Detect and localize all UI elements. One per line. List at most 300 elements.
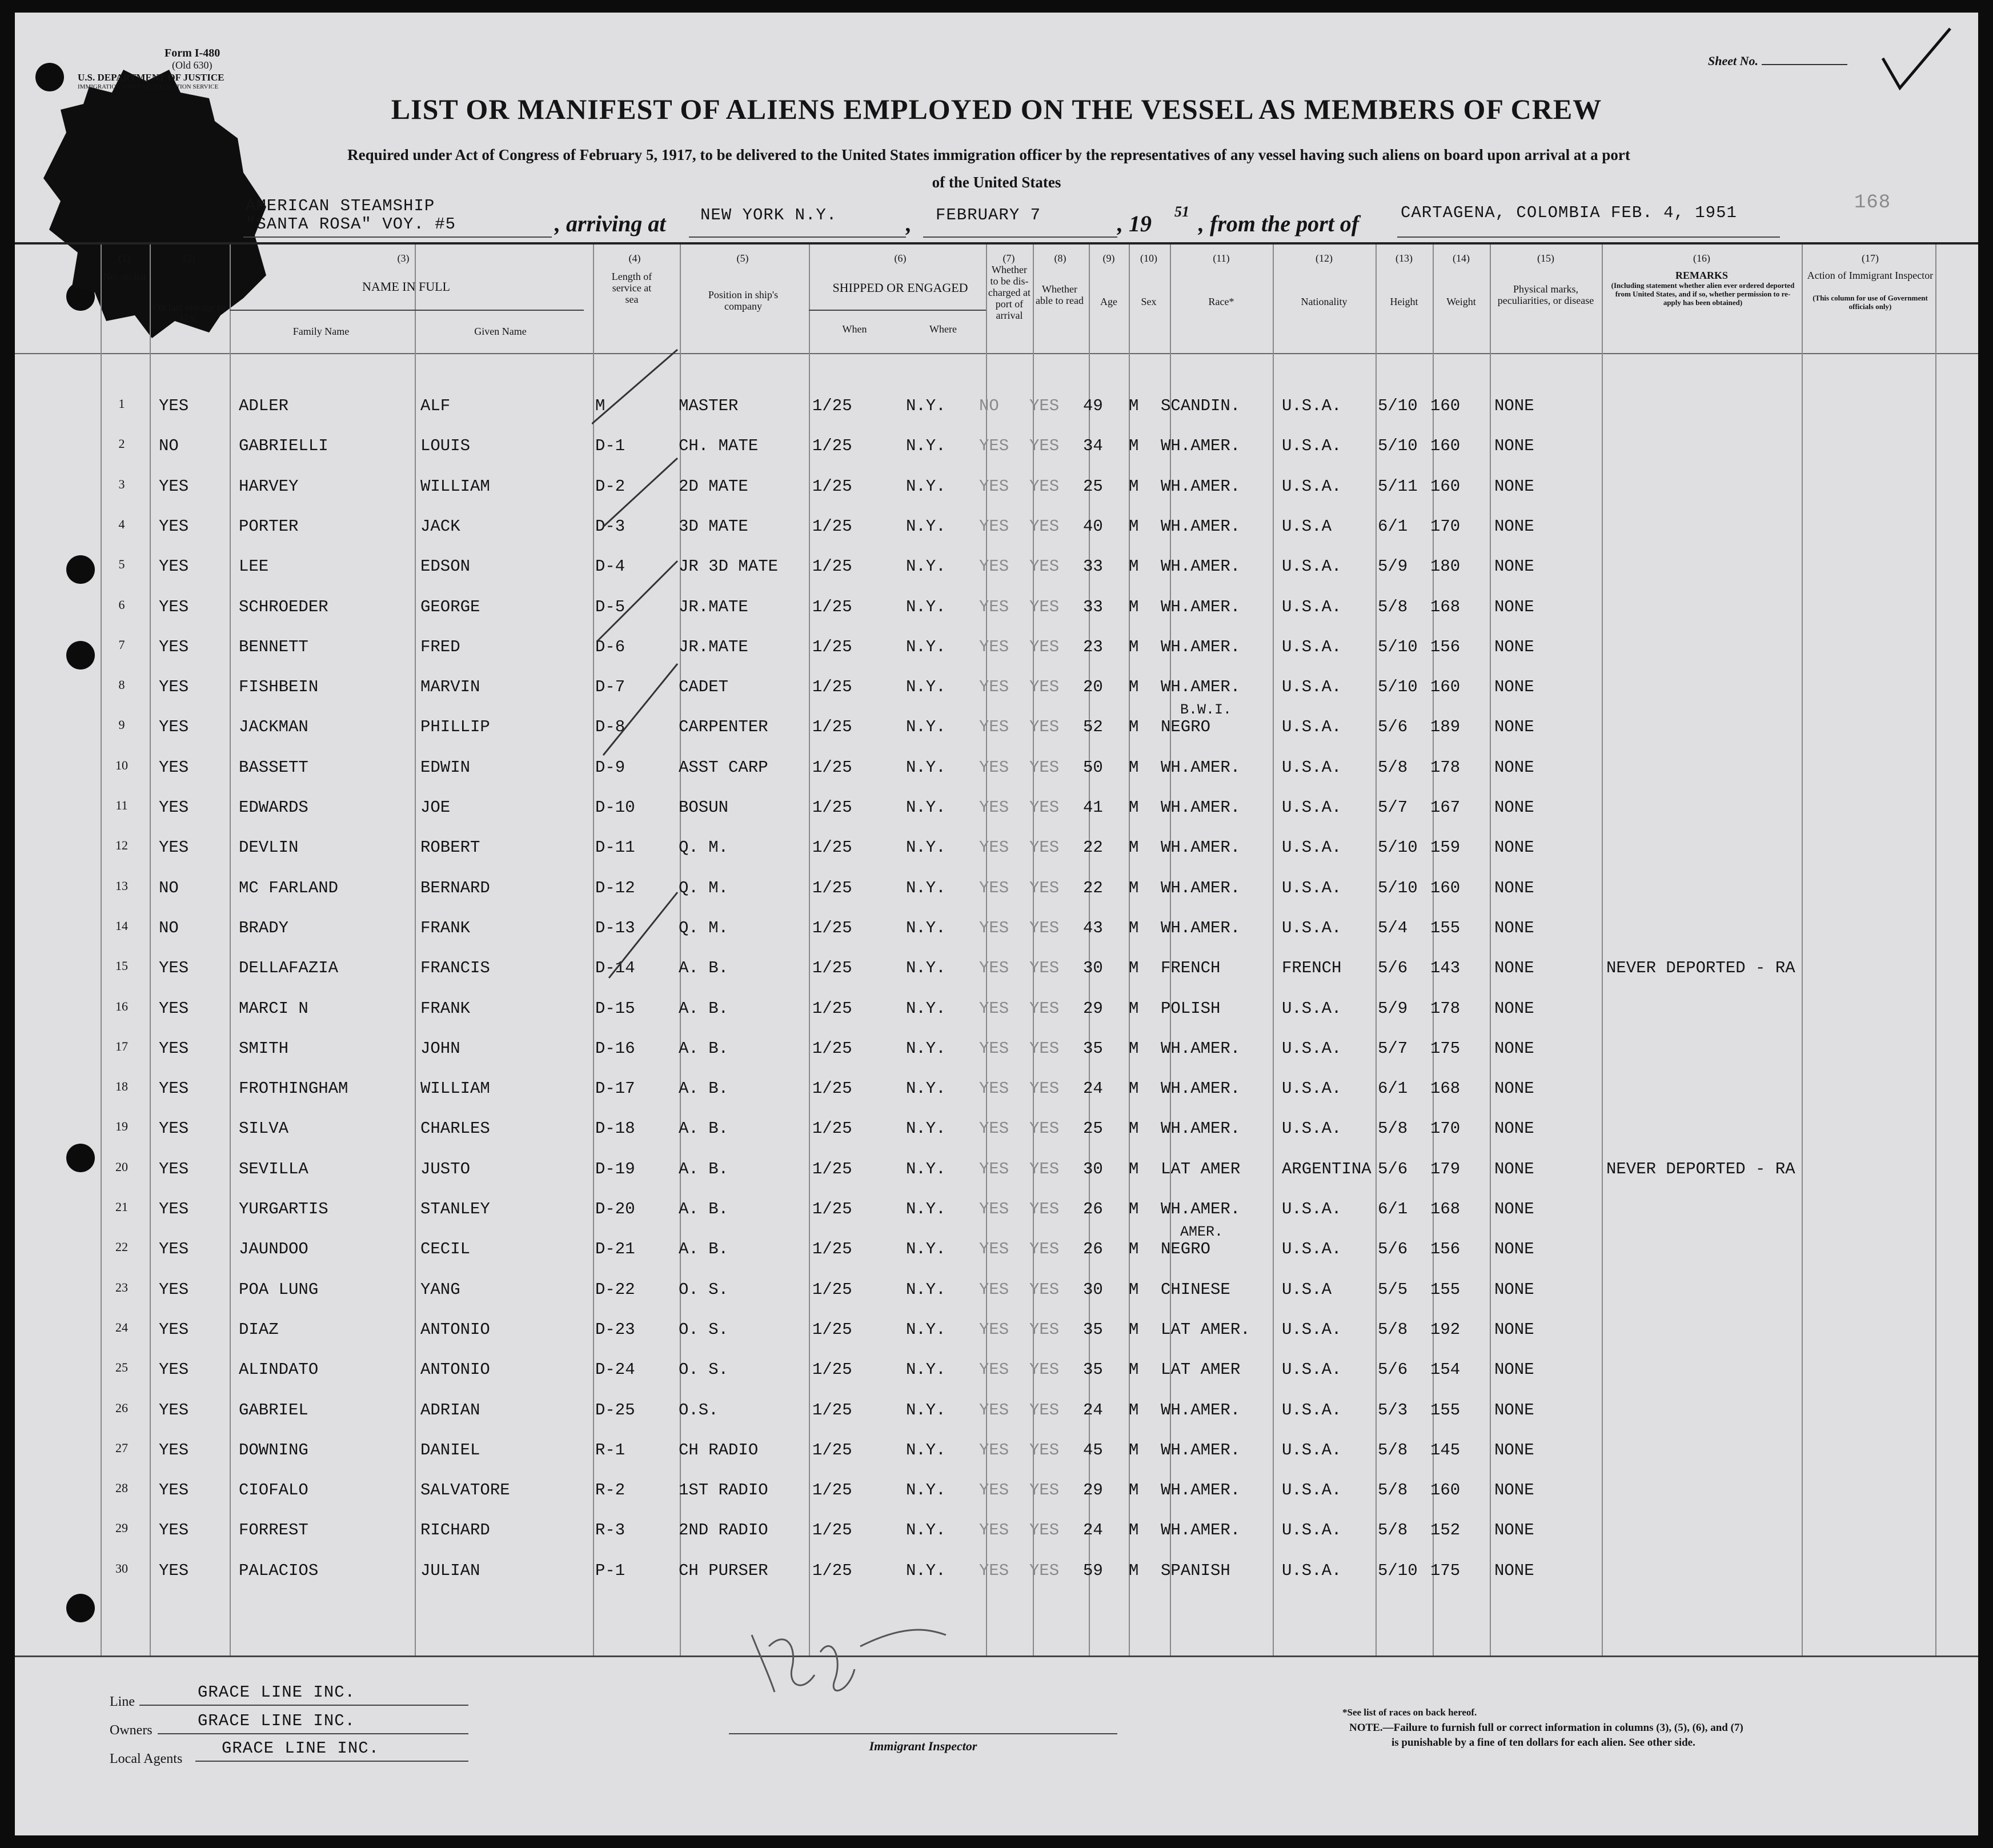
discharged: YES (979, 1401, 1009, 1420)
last-voyage: YES (159, 1039, 189, 1058)
family-name: SEVILLA (239, 1160, 308, 1178)
last-voyage: YES (159, 678, 189, 696)
age: 35 (1083, 1039, 1103, 1058)
able-to-read: YES (1029, 598, 1060, 616)
physical-marks: NONE (1494, 1280, 1534, 1299)
age: 49 (1083, 396, 1103, 415)
position: A. B. (679, 999, 729, 1018)
binder-hole (66, 1594, 95, 1622)
family-name: MARCI N (239, 999, 308, 1018)
able-to-read: YES (1029, 1320, 1060, 1339)
position: CH PURSER (679, 1561, 768, 1580)
last-voyage: YES (159, 758, 189, 777)
remarks: NEVER DEPORTED - RA (1606, 1160, 1795, 1178)
arrival-port: NEW YORK N.Y. (700, 206, 837, 225)
height: 5/8 (1378, 758, 1408, 777)
row-number: 10 (115, 758, 128, 772)
service-length: D-3 (595, 517, 625, 536)
inspector-scribble (735, 1612, 952, 1721)
given-name: FRANK (420, 919, 471, 937)
sex: M (1129, 1079, 1139, 1098)
able-to-read: YES (1029, 717, 1060, 736)
discharged: YES (979, 1561, 1009, 1580)
given-name: ADRIAN (420, 1401, 480, 1420)
sex: M (1129, 758, 1139, 777)
weight: 156 (1430, 1240, 1461, 1258)
height: 5/10 (1378, 396, 1418, 415)
sex: M (1129, 1320, 1139, 1339)
height: 5/4 (1378, 919, 1408, 937)
col-race: Race* (1208, 296, 1234, 307)
discharged: YES (979, 1441, 1009, 1460)
shipped-where: N.Y. (906, 598, 946, 616)
physical-marks: NONE (1494, 999, 1534, 1018)
shipped-when: 1/25 (812, 717, 852, 736)
last-voyage: NO (159, 919, 179, 937)
able-to-read: YES (1029, 1119, 1060, 1138)
family-name: FROTHINGHAM (239, 1079, 348, 1098)
position: Q. M. (679, 879, 729, 897)
position: A. B. (679, 1160, 729, 1178)
family-name: FISHBEIN (239, 678, 319, 696)
race: LAT AMER (1161, 1160, 1241, 1178)
service-length: D-7 (595, 678, 625, 696)
shipped-where: N.Y. (906, 396, 946, 415)
discharged: YES (979, 1320, 1009, 1339)
shipped-when: 1/25 (812, 1079, 852, 1098)
col-num-14: (14) (1453, 252, 1470, 264)
family-name: BRADY (239, 919, 289, 937)
shipped-when: 1/25 (812, 1320, 852, 1339)
nationality: U.S.A. (1282, 638, 1342, 656)
row-number: 15 (115, 959, 128, 973)
weight: 156 (1430, 638, 1461, 656)
sex: M (1129, 396, 1139, 415)
redaction-blot (38, 47, 278, 344)
family-name: PALACIOS (239, 1561, 319, 1580)
service-length: D-11 (595, 838, 635, 857)
last-voyage: YES (159, 1079, 189, 1098)
shipped-where: N.Y. (906, 1200, 946, 1218)
col-num-3: (3) (397, 252, 410, 264)
pen-check-strokes (592, 344, 706, 1144)
position: Q. M. (679, 838, 729, 857)
given-name: FRANCIS (420, 959, 490, 977)
age: 24 (1083, 1401, 1103, 1420)
weight: 180 (1430, 557, 1461, 576)
race-note: B.W.I. (1180, 701, 1232, 718)
age: 26 (1083, 1200, 1103, 1218)
owners-underline (158, 1733, 468, 1734)
physical-marks: NONE (1494, 798, 1534, 817)
height: 5/10 (1378, 638, 1418, 656)
physical-marks: NONE (1494, 557, 1534, 576)
family-name: JAUNDOO (239, 1240, 308, 1258)
weight: 168 (1430, 598, 1461, 616)
column-divider (1273, 244, 1274, 1655)
shipped-when: 1/25 (812, 999, 852, 1018)
able-to-read: YES (1029, 1039, 1060, 1058)
last-voyage: YES (159, 1160, 189, 1178)
discharged: YES (979, 1119, 1009, 1138)
last-voyage: YES (159, 1119, 189, 1138)
physical-marks: NONE (1494, 879, 1534, 897)
col-num-7: (7) (1002, 252, 1015, 264)
age: 50 (1083, 758, 1103, 777)
given-name: SALVATORE (420, 1481, 510, 1500)
shipped-where: N.Y. (906, 1119, 946, 1138)
race: FRENCH (1161, 959, 1221, 977)
race: WH.AMER. (1161, 1119, 1241, 1138)
family-name: MC FARLAND (239, 879, 339, 897)
last-voyage: NO (159, 879, 179, 897)
sex: M (1129, 798, 1139, 817)
sex: M (1129, 1360, 1139, 1379)
height: 5/6 (1378, 717, 1408, 736)
family-name: DOWNING (239, 1441, 308, 1460)
col-num-10: (10) (1140, 252, 1157, 264)
nationality: U.S.A. (1282, 1320, 1342, 1339)
service-length: M (595, 396, 605, 415)
nationality: U.S.A. (1282, 1360, 1342, 1379)
height: 5/6 (1378, 1160, 1408, 1178)
physical-marks: NONE (1494, 1441, 1534, 1460)
physical-marks: NONE (1494, 758, 1534, 777)
physical-marks: NONE (1494, 1401, 1534, 1420)
given-name: PHILLIP (420, 717, 490, 736)
race: SCANDIN. (1161, 396, 1241, 415)
service-length: D-24 (595, 1360, 635, 1379)
nationality: U.S.A. (1282, 1039, 1342, 1058)
height: 5/6 (1378, 1240, 1408, 1258)
col-num-5: (5) (736, 252, 749, 264)
row-number: 28 (115, 1481, 128, 1495)
last-voyage: YES (159, 959, 189, 977)
discharged: YES (979, 598, 1009, 616)
row-number: 29 (115, 1521, 128, 1535)
height: 5/9 (1378, 557, 1408, 576)
name-header-rule (230, 310, 584, 311)
discharged: YES (979, 959, 1009, 977)
weight: 178 (1430, 999, 1461, 1018)
service-length: R-3 (595, 1521, 625, 1540)
race: WH.AMER. (1161, 598, 1241, 616)
age: 30 (1083, 1280, 1103, 1299)
col-num-15: (15) (1537, 252, 1554, 264)
last-voyage: YES (159, 1441, 189, 1460)
shipped-when: 1/25 (812, 879, 852, 897)
agents-value: GRACE LINE INC. (222, 1739, 380, 1758)
shipped-where: N.Y. (906, 638, 946, 656)
physical-marks: NONE (1494, 678, 1534, 696)
sex: M (1129, 1240, 1139, 1258)
family-name: SCHROEDER (239, 598, 328, 616)
height: 5/3 (1378, 1401, 1408, 1420)
physical-marks: NONE (1494, 477, 1534, 496)
given-name: CECIL (420, 1240, 471, 1258)
age: 22 (1083, 879, 1103, 897)
position: 2ND RADIO (679, 1521, 768, 1540)
nationality: U.S.A (1282, 517, 1332, 536)
penalty-note-1: NOTE.—Failure to furnish full or correct information in columns (3), (5), (6), and (7) (1349, 1722, 1743, 1734)
line-underline (139, 1705, 468, 1706)
discharged: YES (979, 919, 1009, 937)
row-number: 5 (118, 557, 125, 571)
col-weight: Weight (1446, 296, 1476, 307)
shipped-where: N.Y. (906, 1079, 946, 1098)
shipped-when: 1/25 (812, 678, 852, 696)
nationality: ARGENTINA (1282, 1160, 1372, 1178)
row-number: 23 (115, 1280, 128, 1294)
shipped-when: 1/25 (812, 1200, 852, 1218)
col-able-read: Whether able to read (1036, 283, 1084, 306)
from-port-underline (1397, 236, 1780, 238)
physical-marks: NONE (1494, 717, 1534, 736)
service-length: D-5 (595, 598, 625, 616)
given-name: JULIAN (420, 1561, 480, 1580)
remarks: NEVER DEPORTED - RA (1606, 959, 1795, 977)
agency-name: U.S. DEPARTMENT OF JUSTICE (78, 72, 224, 83)
row-number: 26 (115, 1401, 128, 1415)
age: 34 (1083, 436, 1103, 455)
service-length: P-1 (595, 1561, 625, 1580)
position: MASTER (679, 396, 739, 415)
col-remarks: REMARKS (1675, 270, 1728, 281)
nationality: U.S.A. (1282, 1561, 1342, 1580)
given-name: EDWIN (420, 758, 471, 777)
shipped-where: N.Y. (906, 1481, 946, 1500)
weight: 178 (1430, 758, 1461, 777)
sex: M (1129, 517, 1139, 536)
race: WH.AMER. (1161, 879, 1241, 897)
able-to-read: YES (1029, 1401, 1060, 1420)
able-to-read: YES (1029, 798, 1060, 817)
departure-port: CARTAGENA, COLOMBIA FEB. 4, 1951 (1401, 203, 1737, 222)
col-name-in-full: NAME IN FULL (362, 279, 450, 294)
position: CADET (679, 678, 729, 696)
height: 5/8 (1378, 1320, 1408, 1339)
race: NEGRO (1161, 717, 1211, 736)
weight: 160 (1430, 396, 1461, 415)
col-num-6: (6) (894, 252, 907, 264)
line-label: Line (110, 1694, 135, 1709)
row-number: 24 (115, 1320, 128, 1334)
row-number: 12 (115, 838, 128, 852)
height: 5/7 (1378, 1039, 1408, 1058)
age: 33 (1083, 557, 1103, 576)
sex: M (1129, 959, 1139, 977)
nationality: U.S.A. (1282, 1401, 1342, 1420)
given-name: JACK (420, 517, 460, 536)
given-name: RICHARD (420, 1521, 490, 1540)
weight: 160 (1430, 1481, 1461, 1500)
shipped-when: 1/25 (812, 1240, 852, 1258)
able-to-read: YES (1029, 396, 1060, 415)
able-to-read: YES (1029, 1360, 1060, 1379)
physical-marks: NONE (1494, 919, 1534, 937)
sex: M (1129, 436, 1139, 455)
race: WH.AMER. (1161, 436, 1241, 455)
shipped-when: 1/25 (812, 396, 852, 415)
height: 5/10 (1378, 436, 1418, 455)
col-num-17: (17) (1862, 252, 1879, 264)
position: A. B. (679, 1079, 729, 1098)
able-to-read: YES (1029, 838, 1060, 857)
race: LAT AMER (1161, 1360, 1241, 1379)
sex: M (1129, 1039, 1139, 1058)
physical-marks: NONE (1494, 1481, 1534, 1500)
given-name: FRANK (420, 999, 471, 1018)
able-to-read: YES (1029, 436, 1060, 455)
sex: M (1129, 919, 1139, 937)
height: 5/8 (1378, 598, 1408, 616)
col-action: Action of Immigrant Inspector (1807, 270, 1934, 281)
weight: 168 (1430, 1079, 1461, 1098)
family-name: GABRIEL (239, 1401, 308, 1420)
binder-hole (66, 555, 95, 584)
row-number: 21 (115, 1200, 128, 1214)
age: 30 (1083, 959, 1103, 977)
column-divider (101, 244, 102, 1655)
last-voyage: NO (159, 436, 179, 455)
able-to-read: YES (1029, 1441, 1060, 1460)
shipped-where: N.Y. (906, 959, 946, 977)
able-to-read: YES (1029, 1481, 1060, 1500)
col-num-1: (1) (118, 252, 131, 264)
position: O. S. (679, 1280, 729, 1299)
arrival-date: FEBRUARY 7 (936, 206, 1041, 225)
service-length: D-15 (595, 999, 635, 1018)
form-old-number: (Old 630) (172, 59, 212, 71)
able-to-read: YES (1029, 1280, 1060, 1299)
weight: 159 (1430, 838, 1461, 857)
race: WH.AMER. (1161, 798, 1241, 817)
given-name: ALF (420, 396, 451, 415)
service-length: D-25 (595, 1401, 635, 1420)
age: 20 (1083, 678, 1103, 696)
able-to-read: YES (1029, 638, 1060, 656)
weight: 168 (1430, 1200, 1461, 1218)
service-length: D-1 (595, 436, 625, 455)
given-name: FRED (420, 638, 460, 656)
service-length: R-1 (595, 1441, 625, 1460)
height: 5/5 (1378, 1280, 1408, 1299)
discharged: YES (979, 838, 1009, 857)
able-to-read: YES (1029, 517, 1060, 536)
row-number: 27 (115, 1441, 128, 1455)
service-length: D-16 (595, 1039, 635, 1058)
row-number: 1 (118, 396, 125, 411)
col-nationality: Nationality (1301, 296, 1348, 307)
col-given-name: Given Name (474, 326, 527, 337)
row-number: 17 (115, 1039, 128, 1053)
table-top-rule (15, 242, 1978, 244)
sex: M (1129, 717, 1139, 736)
given-name: STANLEY (420, 1200, 490, 1218)
discharged: YES (979, 1160, 1009, 1178)
physical-marks: NONE (1494, 838, 1534, 857)
given-name: JOE (420, 798, 451, 817)
from-port-label: , from the port of (1198, 211, 1360, 236)
shipped-when: 1/25 (812, 1160, 852, 1178)
vessel-line-1: AMERICAN STEAMSHIP (246, 197, 435, 215)
family-name: GABRIELLI (239, 436, 328, 455)
service-length: D-2 (595, 477, 625, 496)
position: ASST CARP (679, 758, 768, 777)
nationality: U.S.A. (1282, 919, 1342, 937)
race: WH.AMER. (1161, 1200, 1241, 1218)
age: 40 (1083, 517, 1103, 536)
family-name: DIAZ (239, 1320, 279, 1339)
family-name: BENNETT (239, 638, 308, 656)
race: SPANISH (1161, 1561, 1230, 1580)
service-length: D-14 (595, 959, 635, 977)
nationality: U.S.A. (1282, 1200, 1342, 1218)
able-to-read: YES (1029, 1240, 1060, 1258)
shipped-where: N.Y. (906, 1441, 946, 1460)
height: 5/8 (1378, 1481, 1408, 1500)
family-name: BASSETT (239, 758, 308, 777)
stamp-number: 168 (1854, 192, 1891, 214)
position: O. S. (679, 1360, 729, 1379)
shipped-where: N.Y. (906, 838, 946, 857)
shipped-where: N.Y. (906, 1320, 946, 1339)
nationality: U.S.A. (1282, 436, 1342, 455)
shipped-when: 1/25 (812, 598, 852, 616)
nationality: U.S.A. (1282, 879, 1342, 897)
position: CH RADIO (679, 1441, 759, 1460)
position: JR.MATE (679, 638, 748, 656)
shipped-where: N.Y. (906, 678, 946, 696)
sex: M (1129, 1481, 1139, 1500)
service-length: D-21 (595, 1240, 635, 1258)
race-note: AMER. (1180, 1224, 1224, 1240)
age: 35 (1083, 1320, 1103, 1339)
shipped-when: 1/25 (812, 1119, 852, 1138)
family-name: CIOFALO (239, 1481, 308, 1500)
discharged: YES (979, 1280, 1009, 1299)
shipped-where: N.Y. (906, 758, 946, 777)
nationality: U.S.A. (1282, 1481, 1342, 1500)
family-name: SMITH (239, 1039, 289, 1058)
last-voyage: YES (159, 1481, 189, 1500)
service-length: D-22 (595, 1280, 635, 1299)
sex: M (1129, 879, 1139, 897)
row-number: 9 (118, 717, 125, 732)
sex: M (1129, 1521, 1139, 1540)
year-prefix: , 19 (1117, 211, 1152, 236)
column-divider (415, 244, 416, 1655)
weight: 179 (1430, 1160, 1461, 1178)
last-voyage: YES (159, 638, 189, 656)
column-divider (1376, 244, 1377, 1655)
port-comma: , (906, 211, 912, 236)
weight: 192 (1430, 1320, 1461, 1339)
height: 5/8 (1378, 1441, 1408, 1460)
last-voyage: YES (159, 557, 189, 576)
discharged: YES (979, 1200, 1009, 1218)
arriving-label: , arriving at (555, 211, 666, 236)
shipped-where: N.Y. (906, 798, 946, 817)
given-name: ANTONIO (420, 1320, 490, 1339)
physical-marks: NONE (1494, 638, 1534, 656)
column-divider (1602, 244, 1603, 1655)
weight: 167 (1430, 798, 1461, 817)
check-mark (1877, 24, 1957, 93)
race: WH.AMER. (1161, 517, 1241, 536)
sex: M (1129, 638, 1139, 656)
race: CHINESE (1161, 1280, 1230, 1299)
